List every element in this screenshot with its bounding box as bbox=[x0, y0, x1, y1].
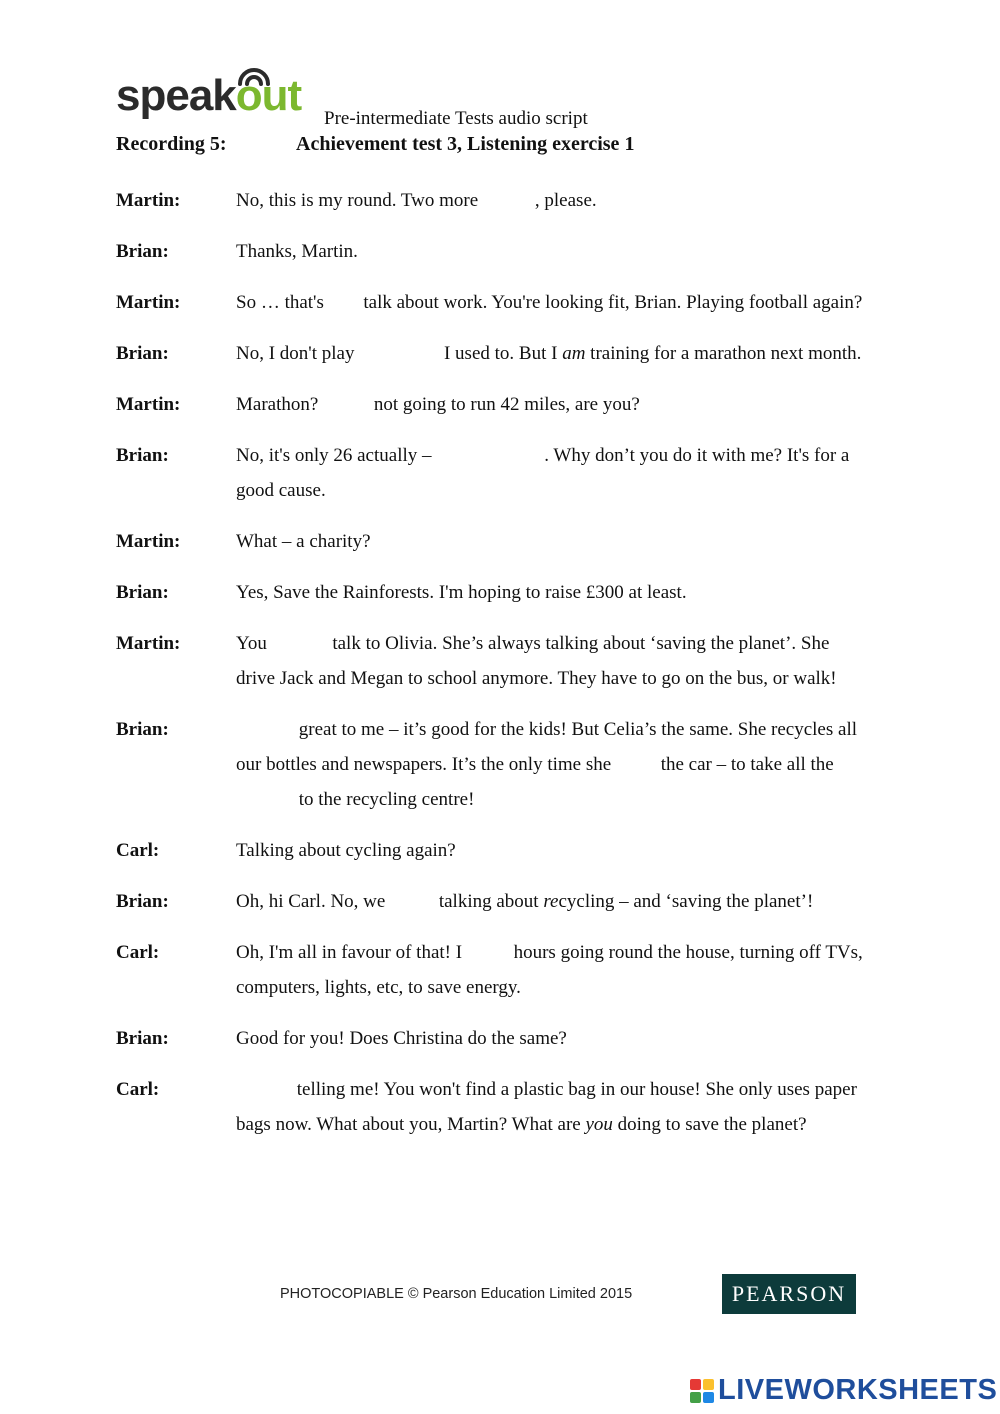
copyright-notice: PHOTOCOPIABLE © Pearson Education Limited 2015 bbox=[280, 1286, 633, 1302]
pearson-logo: PEARSON bbox=[722, 1274, 856, 1314]
line-text: drive Jack and Megan to school anymore. They have to go on the bus, or walk! bbox=[236, 668, 837, 689]
dialogue-turn bbox=[116, 575, 896, 610]
dialogue-turn bbox=[116, 183, 896, 218]
speaker-name: Carl: bbox=[116, 942, 160, 963]
line-text: Thanks, Martin. bbox=[236, 241, 358, 262]
answer-gap-input[interactable] bbox=[436, 446, 544, 468]
spoken-line bbox=[236, 833, 896, 868]
icon-tile bbox=[690, 1379, 701, 1390]
answer-gap-input[interactable] bbox=[272, 634, 328, 656]
icon-tile bbox=[703, 1392, 714, 1403]
spoken-line bbox=[236, 234, 896, 269]
line-text: , please. bbox=[534, 190, 597, 211]
line-text: What – a charity? bbox=[236, 531, 371, 552]
line-text: to the recycling centre! bbox=[294, 789, 475, 810]
line-text: Marathon? bbox=[236, 394, 324, 415]
line-text: talking about bbox=[434, 891, 544, 912]
line-text: Oh, hi Carl. No, we bbox=[236, 891, 391, 912]
dialogue-turn bbox=[116, 712, 896, 817]
dialogue-turn bbox=[116, 438, 896, 508]
line-text: I used to. But I bbox=[439, 343, 563, 364]
speaker-name: Carl: bbox=[116, 1079, 160, 1100]
answer-gap-input[interactable] bbox=[236, 1080, 292, 1102]
speaker-name: Martin: bbox=[116, 394, 181, 415]
line-text: doing to save the planet? bbox=[612, 1114, 807, 1135]
line-text: Good for you! Does Christina do the same? bbox=[236, 1028, 567, 1049]
dialogue-turn bbox=[116, 524, 896, 559]
dialogue-turn bbox=[116, 285, 896, 320]
line-text: . Why don’t you do it with me? It's for a good cause. bbox=[236, 445, 850, 501]
line-text: cycling – and ‘saving the planet’! bbox=[558, 891, 814, 912]
answer-gap-input[interactable] bbox=[236, 720, 294, 742]
emphasized-word: am bbox=[562, 343, 586, 364]
dialogue-turn bbox=[116, 1072, 896, 1142]
speaker-name: Brian: bbox=[116, 1028, 169, 1049]
spoken-line bbox=[236, 1021, 896, 1056]
dialogue-turn bbox=[116, 626, 896, 696]
speaker-name: Martin: bbox=[116, 292, 181, 313]
dialogue-turn bbox=[116, 336, 896, 371]
speaker-name: Brian: bbox=[116, 241, 169, 262]
answer-gap-input[interactable] bbox=[483, 191, 535, 213]
line-text: talk about work. You're looking fit, Brian. Playing football again? bbox=[358, 292, 863, 313]
dialogue-turn bbox=[116, 833, 896, 868]
document-subtitle: Pre-intermediate Tests audio script bbox=[324, 108, 588, 129]
line-text: No, I don't play bbox=[236, 343, 360, 364]
spoken-line bbox=[236, 387, 896, 422]
line-text: Yes, Save the Rainforests. I'm hoping to raise £300 at least. bbox=[236, 582, 687, 603]
line-text: Talking about cycling again? bbox=[236, 840, 456, 861]
answer-gap-input[interactable] bbox=[616, 755, 656, 777]
line-text: not going to run 42 miles, are you? bbox=[369, 394, 640, 415]
brand-left: speak bbox=[116, 71, 236, 120]
line-text: You bbox=[236, 633, 272, 654]
line-text: No, it's only 26 actually – bbox=[236, 445, 437, 466]
line-text: So … that's bbox=[236, 292, 329, 313]
line-text: No, this is my round. Two more bbox=[236, 190, 483, 211]
line-text: telling me! You won't find a plastic bag in our house! She only uses paper bags now. What about you, Martin? What are bbox=[236, 1079, 857, 1135]
dialogue-turn bbox=[116, 387, 896, 422]
speaker-name: Brian: bbox=[116, 582, 169, 603]
spoken-line bbox=[236, 438, 896, 508]
emphasized-word: re bbox=[543, 891, 559, 912]
speaker-name: Brian: bbox=[116, 445, 169, 466]
recording-title: Achievement test 3, Listening exercise 1 bbox=[296, 133, 635, 155]
spoken-line bbox=[236, 285, 896, 320]
dialogue-turn bbox=[116, 234, 896, 269]
dialogue-script bbox=[116, 183, 896, 1158]
answer-gap-input[interactable] bbox=[236, 790, 294, 812]
answer-gap-input[interactable] bbox=[834, 634, 874, 656]
emphasized-word: you bbox=[585, 1114, 613, 1135]
spoken-line bbox=[236, 336, 896, 371]
line-text: hours going round the house, turning off TVs, computers, lights, etc, to save energy. bbox=[236, 942, 863, 998]
dialogue-turn bbox=[116, 935, 896, 1005]
icon-tile bbox=[690, 1392, 701, 1403]
line-text: great to me – it’s good for the kids! But Celia’s the same. She recycles all our bottles and newspapers. It’s the only time she bbox=[236, 719, 858, 775]
spoken-line bbox=[236, 1072, 896, 1142]
brand-right: out bbox=[235, 71, 302, 120]
recording-label: Recording 5: bbox=[116, 133, 227, 155]
icon-tile bbox=[703, 1379, 714, 1390]
answer-gap-input[interactable] bbox=[390, 892, 434, 914]
line-text: training for a marathon next month. bbox=[585, 343, 862, 364]
speaker-name: Brian: bbox=[116, 891, 169, 912]
spoken-line bbox=[236, 575, 896, 610]
speakout-logo bbox=[116, 62, 316, 122]
line-text: Oh, I'm all in favour of that! I bbox=[236, 942, 467, 963]
liveworksheets-watermark bbox=[690, 1374, 997, 1407]
spoken-line bbox=[236, 626, 896, 696]
answer-gap-input[interactable] bbox=[467, 943, 509, 965]
speaker-name: Carl: bbox=[116, 840, 160, 861]
answer-gap-input[interactable] bbox=[329, 293, 359, 315]
answer-gap-input[interactable] bbox=[359, 344, 439, 366]
liveworksheets-icon bbox=[690, 1379, 714, 1403]
line-text: the car – to take all the bbox=[655, 754, 834, 775]
watermark-text: LIVEWORKSHEETS bbox=[718, 1374, 998, 1406]
speaker-name: Brian: bbox=[116, 719, 169, 740]
speaker-name: Martin: bbox=[116, 531, 181, 552]
line-text: talk to Olivia. She’s always talking about ‘saving the planet’. She bbox=[327, 633, 835, 654]
speaker-name: Martin: bbox=[116, 190, 181, 211]
spoken-line bbox=[236, 712, 896, 817]
speaker-name: Martin: bbox=[116, 633, 181, 654]
dialogue-turn bbox=[116, 884, 896, 919]
brand-wordmark bbox=[116, 71, 302, 120]
spoken-line bbox=[236, 524, 896, 559]
spoken-line bbox=[236, 935, 896, 1005]
spoken-line bbox=[236, 884, 896, 919]
spoken-line bbox=[236, 183, 896, 218]
speaker-name: Brian: bbox=[116, 343, 169, 364]
answer-gap-input[interactable] bbox=[323, 395, 369, 417]
dialogue-turn bbox=[116, 1021, 896, 1056]
